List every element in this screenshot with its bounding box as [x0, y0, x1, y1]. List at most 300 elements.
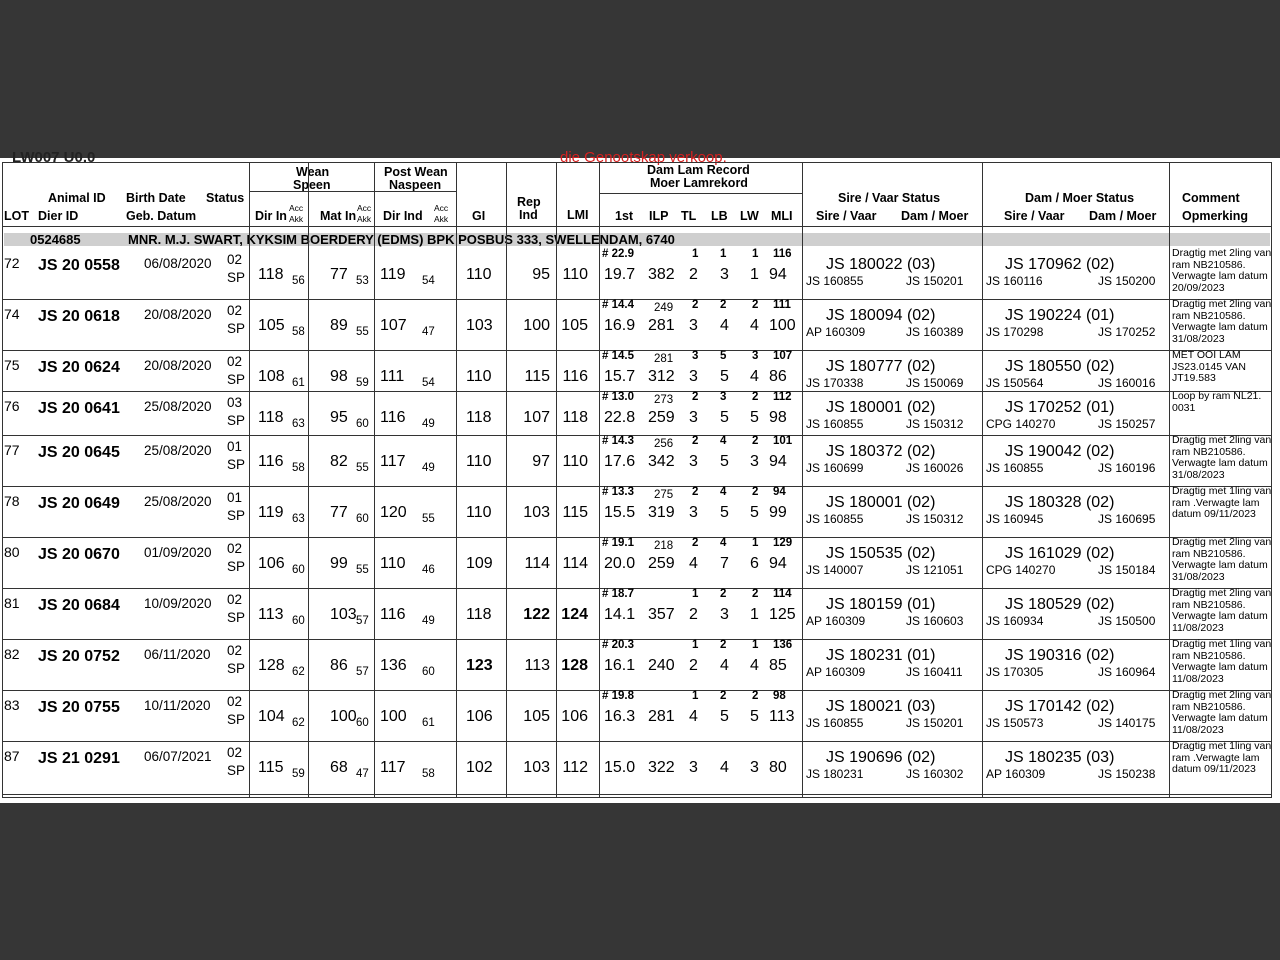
- cell-comment: Dragtig met 2ling van ram NB210586. Verwagte lam datum 31/08/2023: [1172, 298, 1272, 345]
- cell-lw1: 2: [752, 690, 759, 702]
- cell-ds1: JS 160116: [986, 274, 1043, 288]
- cell-lb2: 5: [720, 409, 729, 426]
- header-animal-id: Animal ID: [48, 191, 106, 205]
- cell-pw: 136: [380, 657, 407, 674]
- header-birth-date: Birth Date: [126, 191, 186, 205]
- cell-d1: # 19.8: [602, 690, 634, 702]
- cell-pwa: 49: [422, 418, 435, 430]
- cell-st2: SP: [227, 610, 246, 625]
- cell-sire: JS 190696 (02): [826, 749, 936, 766]
- cell-d1: # 14.4: [602, 299, 634, 311]
- cell-st2: SP: [227, 559, 246, 574]
- cell-ss2: JS 150201: [906, 274, 964, 288]
- cell-rep: 103: [523, 504, 550, 521]
- column-divider: [556, 162, 557, 798]
- cell-wda: 62: [292, 717, 305, 729]
- cell-wm: 103: [330, 606, 357, 623]
- cell-wm: 82: [330, 453, 348, 470]
- cell-lb2: 5: [720, 368, 729, 385]
- cell-lot: 87: [4, 748, 20, 764]
- row-divider: [2, 794, 1272, 795]
- cell-tl2: 4: [689, 555, 698, 572]
- cell-dam: JS 180235 (03): [1005, 749, 1115, 766]
- cell-pw: 119: [380, 266, 406, 283]
- cell-tl2: 3: [689, 317, 698, 334]
- cell-ds1: CPG 140270: [986, 563, 1056, 577]
- cell-st1: 02: [227, 694, 243, 709]
- cell-lb2: 4: [720, 657, 729, 674]
- cell-lw2: 5: [750, 409, 759, 426]
- cell-ilp2: 319: [648, 504, 675, 521]
- cell-st1: 03: [227, 395, 243, 410]
- cell-rep: 103: [523, 759, 550, 776]
- cell-ds2: JS 150257: [1098, 417, 1156, 431]
- cell-lw1: 2: [752, 435, 759, 447]
- cell-ss1: AP 160309: [806, 665, 866, 679]
- cell-date: 20/08/2020: [144, 307, 212, 322]
- cell-d1: # 13.0: [602, 391, 634, 403]
- cell-st2: SP: [227, 413, 246, 428]
- cell-ds2: JS 160964: [1098, 665, 1156, 679]
- cell-ss1: AP 160309: [806, 614, 866, 628]
- cell-date: 06/08/2020: [144, 256, 212, 271]
- cell-d2: 14.1: [604, 606, 636, 623]
- cell-ds2: JS 150200: [1098, 274, 1156, 288]
- cell-wd: 113: [258, 606, 284, 623]
- cell-lot: 72: [4, 255, 20, 271]
- cell-gi: 110: [466, 266, 492, 283]
- cell-st1: 01: [227, 439, 243, 454]
- cell-lw1: 2: [752, 588, 759, 600]
- cell-ilp1: 273: [654, 394, 674, 406]
- cell-rep: 105: [523, 708, 550, 725]
- cell-ss1: JS 160855: [806, 274, 864, 288]
- cell-ilp2: 240: [648, 657, 675, 674]
- cell-sire: JS 180021 (03): [826, 698, 936, 715]
- cell-lmi: 105: [561, 317, 588, 334]
- cell-sire: JS 180372 (02): [826, 443, 936, 460]
- cell-tl2: 2: [689, 606, 698, 623]
- cell-ss2: JS 160603: [906, 614, 964, 628]
- cell-ss2: JS 150069: [906, 376, 964, 390]
- cell-lb2: 7: [720, 555, 729, 572]
- cell-wm: 89: [330, 317, 348, 334]
- cell-ds1: JS 150573: [986, 716, 1044, 730]
- cell-tl2: 3: [689, 368, 698, 385]
- cell-lw1: 1: [752, 248, 759, 260]
- cell-tl2: 4: [689, 708, 698, 725]
- cell-gi: 110: [466, 368, 492, 385]
- cell-st2: SP: [227, 270, 246, 285]
- cell-id: JS 21 0291: [38, 750, 120, 767]
- cell-ilp2: 281: [648, 317, 675, 334]
- header-lmi: LMI: [567, 208, 589, 222]
- cell-ilp1: 256: [654, 438, 674, 450]
- cell-pw: 107: [380, 317, 407, 334]
- cell-id: JS 20 0618: [38, 308, 120, 325]
- cell-wma: 59: [356, 377, 369, 389]
- cell-wm: 100: [330, 708, 357, 725]
- header-status: Status: [206, 191, 245, 205]
- cell-pwa: 54: [422, 377, 435, 389]
- cell-lw1: 3: [752, 350, 759, 362]
- cell-st2: SP: [227, 661, 246, 676]
- cell-wd: 108: [258, 368, 285, 385]
- cell-dam: JS 190316 (02): [1005, 647, 1115, 664]
- cell-mli1: 107: [773, 350, 793, 362]
- column-divider: [802, 162, 803, 798]
- cell-id: JS 20 0755: [38, 699, 120, 716]
- cell-sire: JS 180159 (01): [826, 596, 936, 613]
- cell-mli2: 85: [769, 657, 787, 674]
- cell-ss1: JS 160855: [806, 512, 864, 526]
- cell-id: JS 20 0558: [38, 257, 120, 274]
- header-acc-2: Acc: [357, 203, 372, 213]
- cell-st1: 02: [227, 643, 243, 658]
- cell-ss2: JS 150312: [906, 512, 964, 526]
- cell-mli2: 113: [769, 708, 795, 725]
- row-divider: [2, 486, 1272, 487]
- header-sire-vaar-1: Sire / Vaar: [816, 209, 877, 223]
- header-lw: LW: [740, 209, 759, 223]
- cell-lmi: 118: [562, 409, 588, 426]
- cell-tl1: 1: [692, 588, 699, 600]
- cell-d1: # 20.3: [602, 639, 634, 651]
- cell-lmi: 128: [561, 657, 588, 674]
- cell-d1: # 14.5: [602, 350, 634, 362]
- cell-ds1: JS 160855: [986, 461, 1044, 475]
- cell-gi: 110: [466, 453, 492, 470]
- cell-sire: JS 150535 (02): [826, 545, 936, 562]
- cell-wma: 60: [356, 418, 369, 430]
- cell-d2: 15.5: [604, 504, 636, 521]
- header-dam-status: Dam / Moer Status: [1025, 191, 1135, 205]
- header-akk-1: Akk: [289, 214, 304, 224]
- cell-pw: 116: [380, 409, 406, 426]
- cell-lw2: 1: [750, 606, 759, 623]
- header-speen: Speen: [293, 178, 331, 192]
- cell-id: JS 20 0645: [38, 444, 120, 461]
- cell-ss1: JS 140007: [806, 563, 864, 577]
- cell-lb2: 3: [720, 606, 729, 623]
- cell-pwa: 47: [422, 326, 435, 338]
- cell-lb1: 3: [720, 391, 727, 403]
- cell-pwa: 54: [422, 275, 435, 287]
- cell-pwa: 60: [422, 666, 435, 678]
- header-dier-id: Dier ID: [38, 209, 79, 223]
- cell-gi: 106: [466, 708, 493, 725]
- cell-lb1: 2: [720, 690, 727, 702]
- cell-mli2: 99: [769, 504, 787, 521]
- cell-id: JS 20 0624: [38, 359, 120, 376]
- cell-tl1: 1: [692, 690, 699, 702]
- cell-mli1: 112: [773, 391, 792, 403]
- cell-id: JS 20 0670: [38, 546, 120, 563]
- cell-lot: 75: [4, 357, 20, 373]
- header-subdivider: [249, 191, 456, 192]
- header-lb: LB: [711, 209, 728, 223]
- column-divider: [308, 162, 309, 798]
- cell-wma: 53: [356, 275, 369, 287]
- cell-wma: 55: [356, 326, 369, 338]
- cell-tl1: 2: [692, 391, 699, 403]
- cell-wd: 128: [258, 657, 285, 674]
- row-divider: [2, 350, 1272, 351]
- cell-rep: 97: [532, 453, 550, 470]
- header-opmerking: Opmerking: [1182, 209, 1248, 223]
- row-divider: [2, 391, 1272, 392]
- cell-comment: Dragtig met 2ling van ram NB210586. Verwagte lam datum 11/08/2023: [1172, 587, 1272, 634]
- cell-mli1: 101: [773, 435, 793, 447]
- header-sire-status: Sire / Vaar Status: [838, 191, 941, 205]
- cell-lw2: 5: [750, 504, 759, 521]
- cell-comment: Dragtig met 1ling van ram NB210586. Verwagte lam datum 11/08/2023: [1172, 638, 1272, 685]
- cell-lot: 82: [4, 646, 20, 662]
- cell-lot: 76: [4, 398, 20, 414]
- cell-lot: 81: [4, 595, 20, 611]
- cell-st1: 02: [227, 541, 243, 556]
- cell-lb1: 2: [720, 588, 727, 600]
- cell-d2: 15.0: [604, 759, 636, 776]
- column-divider: [1169, 162, 1170, 798]
- cell-id: JS 20 0649: [38, 495, 120, 512]
- cell-wd: 106: [258, 555, 285, 572]
- header-gi: GI: [472, 209, 486, 223]
- cell-comment: MET OOI LAM JS23.0145 VAN JT19.583: [1172, 349, 1246, 384]
- cell-ss2: JS 150201: [906, 716, 964, 730]
- cell-d1: # 19.1: [602, 537, 634, 549]
- header-acc-3: Acc: [434, 203, 449, 213]
- cell-sire: JS 180001 (02): [826, 494, 936, 511]
- cell-wd: 118: [258, 409, 284, 426]
- header-tl: TL: [681, 209, 697, 223]
- cell-st1: 02: [227, 354, 243, 369]
- cell-wma: 47: [356, 768, 369, 780]
- cell-d2: 17.6: [604, 453, 636, 470]
- cell-lw2: 1: [750, 266, 759, 283]
- cell-ss2: JS 160389: [906, 325, 964, 339]
- cell-rep: 122: [523, 606, 550, 623]
- header-bottom-rule: [2, 226, 1272, 227]
- cell-ilp1: 275: [654, 489, 674, 501]
- header-akk-3: Akk: [434, 214, 449, 224]
- cell-mli2: 94: [769, 266, 787, 283]
- cell-mli2: 98: [769, 409, 787, 426]
- cell-mli1: 94: [773, 486, 786, 498]
- cell-lb2: 4: [720, 759, 729, 776]
- cell-mli1: 98: [773, 690, 786, 702]
- header-rep: Rep: [517, 195, 541, 209]
- row-divider: [2, 299, 1272, 300]
- column-divider: [249, 162, 250, 798]
- owner-id: 0524685: [30, 232, 81, 247]
- column-divider: [506, 162, 507, 798]
- header-lot: LOT: [4, 209, 29, 223]
- cell-dam: JS 180529 (02): [1005, 596, 1115, 613]
- cell-st2: SP: [227, 372, 246, 387]
- cell-wd: 115: [258, 759, 284, 776]
- cell-wda: 58: [292, 326, 305, 338]
- cell-ilp2: 281: [648, 708, 675, 725]
- cell-tl1: 1: [692, 248, 699, 260]
- cell-lb2: 5: [720, 504, 729, 521]
- cell-tl1: 2: [692, 299, 699, 311]
- cell-ss2: JS 150312: [906, 417, 964, 431]
- cell-pw: 100: [380, 708, 407, 725]
- cell-ilp2: 259: [648, 555, 675, 572]
- header-mli: MLI: [771, 209, 793, 223]
- cell-comment: Loop by ram NL21. 0031: [1172, 390, 1262, 414]
- cell-lb2: 5: [720, 708, 729, 725]
- cell-tl2: 3: [689, 409, 698, 426]
- cell-ss2: JS 160026: [906, 461, 964, 475]
- cut-off-header-left: LW007 U0.0: [12, 149, 96, 166]
- cell-lb1: 4: [720, 486, 727, 498]
- cell-ss2: JS 160302: [906, 767, 964, 781]
- cell-ss1: JS 160855: [806, 716, 864, 730]
- cell-ilp2: 382: [648, 266, 675, 283]
- cell-sire: JS 180231 (01): [826, 647, 936, 664]
- cell-ds1: AP 160309: [986, 767, 1046, 781]
- cell-lb2: 5: [720, 453, 729, 470]
- cell-comment: Dragtig met 1ling van ram .Verwagte lam datum 09/11/2023: [1172, 485, 1272, 520]
- header-ind: Ind: [519, 208, 538, 222]
- cell-dam: JS 180550 (02): [1005, 358, 1115, 375]
- cell-lw1: 2: [752, 391, 759, 403]
- header-wean: Wean: [296, 165, 330, 179]
- column-divider: [374, 162, 375, 798]
- cell-lw2: 3: [750, 453, 759, 470]
- cell-tl1: 3: [692, 350, 699, 362]
- cell-mli1: 114: [773, 588, 792, 600]
- cell-mli1: 129: [773, 537, 793, 549]
- header-akk-2: Akk: [357, 214, 372, 224]
- cell-gi: 110: [466, 504, 492, 521]
- cell-lw2: 6: [750, 555, 759, 572]
- header-comment: Comment: [1182, 191, 1240, 205]
- cell-ds1: JS 150564: [986, 376, 1044, 390]
- cell-lmi: 110: [562, 453, 588, 470]
- cell-pwa: 49: [422, 615, 435, 627]
- cell-ds2: JS 150238: [1098, 767, 1156, 781]
- cell-gi: 118: [466, 606, 492, 623]
- cell-st2: SP: [227, 457, 246, 472]
- cell-d1: # 18.7: [602, 588, 634, 600]
- row-divider: [2, 435, 1272, 436]
- cell-st2: SP: [227, 508, 246, 523]
- column-divider: [982, 162, 983, 798]
- cell-date: 25/08/2020: [144, 443, 212, 458]
- cell-wma: 55: [356, 462, 369, 474]
- cell-dam: JS 170252 (01): [1005, 399, 1115, 416]
- cell-ilp2: 312: [648, 368, 675, 385]
- cell-tl2: 2: [689, 657, 698, 674]
- cell-wm: 77: [330, 266, 348, 283]
- cell-sire: JS 180094 (02): [826, 307, 936, 324]
- cell-st1: 01: [227, 490, 243, 505]
- cell-mli2: 94: [769, 453, 787, 470]
- cell-date: 06/11/2020: [144, 647, 211, 662]
- cell-gi: 118: [466, 409, 492, 426]
- row-divider: [2, 639, 1272, 640]
- cell-date: 10/09/2020: [144, 596, 212, 611]
- cell-st1: 02: [227, 745, 243, 760]
- cell-lmi: 110: [562, 266, 588, 283]
- cell-pwa: 58: [422, 768, 435, 780]
- cell-comment: Dragtig met 2ling van ram NB210586. Verwagte lam datum 20/09/2023: [1172, 247, 1272, 294]
- cell-tl1: 2: [692, 537, 699, 549]
- cell-dam: JS 180328 (02): [1005, 494, 1115, 511]
- cell-lb1: 1: [720, 248, 727, 260]
- cell-gi: 103: [466, 317, 493, 334]
- header-1st: 1st: [615, 209, 634, 223]
- cell-wda: 62: [292, 666, 305, 678]
- cell-wda: 59: [292, 768, 305, 780]
- cut-off-header-red: die Genootskap verkoop.: [560, 149, 727, 166]
- cell-lmi: 116: [562, 368, 588, 385]
- cell-id: JS 20 0752: [38, 648, 120, 665]
- cell-lmi: 106: [561, 708, 588, 725]
- cell-dam: JS 190224 (01): [1005, 307, 1115, 324]
- cell-date: 20/08/2020: [144, 358, 212, 373]
- cell-wm: 99: [330, 555, 348, 572]
- cell-lot: 77: [4, 442, 20, 458]
- header-dam-lam-record: Dam Lam Record: [647, 163, 750, 177]
- cell-ilp2: 342: [648, 453, 675, 470]
- cell-ss1: JS 170338: [806, 376, 864, 390]
- cell-lb1: 2: [720, 299, 727, 311]
- cell-rep: 100: [523, 317, 550, 334]
- cell-tl2: 3: [689, 504, 698, 521]
- header-naspeen: Naspeen: [389, 178, 442, 192]
- cell-wm: 77: [330, 504, 348, 521]
- cell-id: JS 20 0684: [38, 597, 120, 614]
- cell-wd: 104: [258, 708, 285, 725]
- cell-lw2: 3: [750, 759, 759, 776]
- cell-dam: JS 161029 (02): [1005, 545, 1115, 562]
- cell-wma: 60: [356, 513, 369, 525]
- cell-tl1: 2: [692, 486, 699, 498]
- cell-comment: Dragtig met 1ling van ram .Verwagte lam datum 09/11/2023: [1172, 740, 1272, 775]
- catalogue-page: [0, 149, 1280, 803]
- cell-ilp1: 218: [654, 540, 674, 552]
- bottom-dark-band: [0, 803, 1280, 960]
- cell-date: 10/11/2020: [144, 698, 211, 713]
- cell-pw: 116: [380, 606, 406, 623]
- cell-st2: SP: [227, 763, 246, 778]
- row-divider: [2, 537, 1272, 538]
- cell-mli2: 86: [769, 368, 787, 385]
- cell-ss2: JS 121051: [906, 563, 964, 577]
- cell-wm: 95: [330, 409, 348, 426]
- cell-gi: 102: [466, 759, 493, 776]
- cell-rep: 115: [524, 368, 550, 385]
- cell-wma: 57: [356, 615, 369, 627]
- cell-date: 25/08/2020: [144, 399, 212, 414]
- cell-d2: 15.7: [604, 368, 636, 385]
- cell-lw2: 4: [750, 368, 759, 385]
- cell-lw1: 1: [752, 639, 759, 651]
- cell-lw2: 4: [750, 317, 759, 334]
- cell-pwa: 61: [422, 717, 435, 729]
- cell-lb2: 4: [720, 317, 729, 334]
- cell-ss1: JS 160855: [806, 417, 864, 431]
- cell-lot: 83: [4, 697, 20, 713]
- row-divider: [2, 690, 1272, 691]
- cell-wd: 119: [258, 504, 284, 521]
- header-moer-lamrekord: Moer Lamrekord: [650, 176, 748, 190]
- cell-comment: Dragtig met 2ling van ram NB210586. Verwagte lam datum 31/08/2023: [1172, 536, 1272, 583]
